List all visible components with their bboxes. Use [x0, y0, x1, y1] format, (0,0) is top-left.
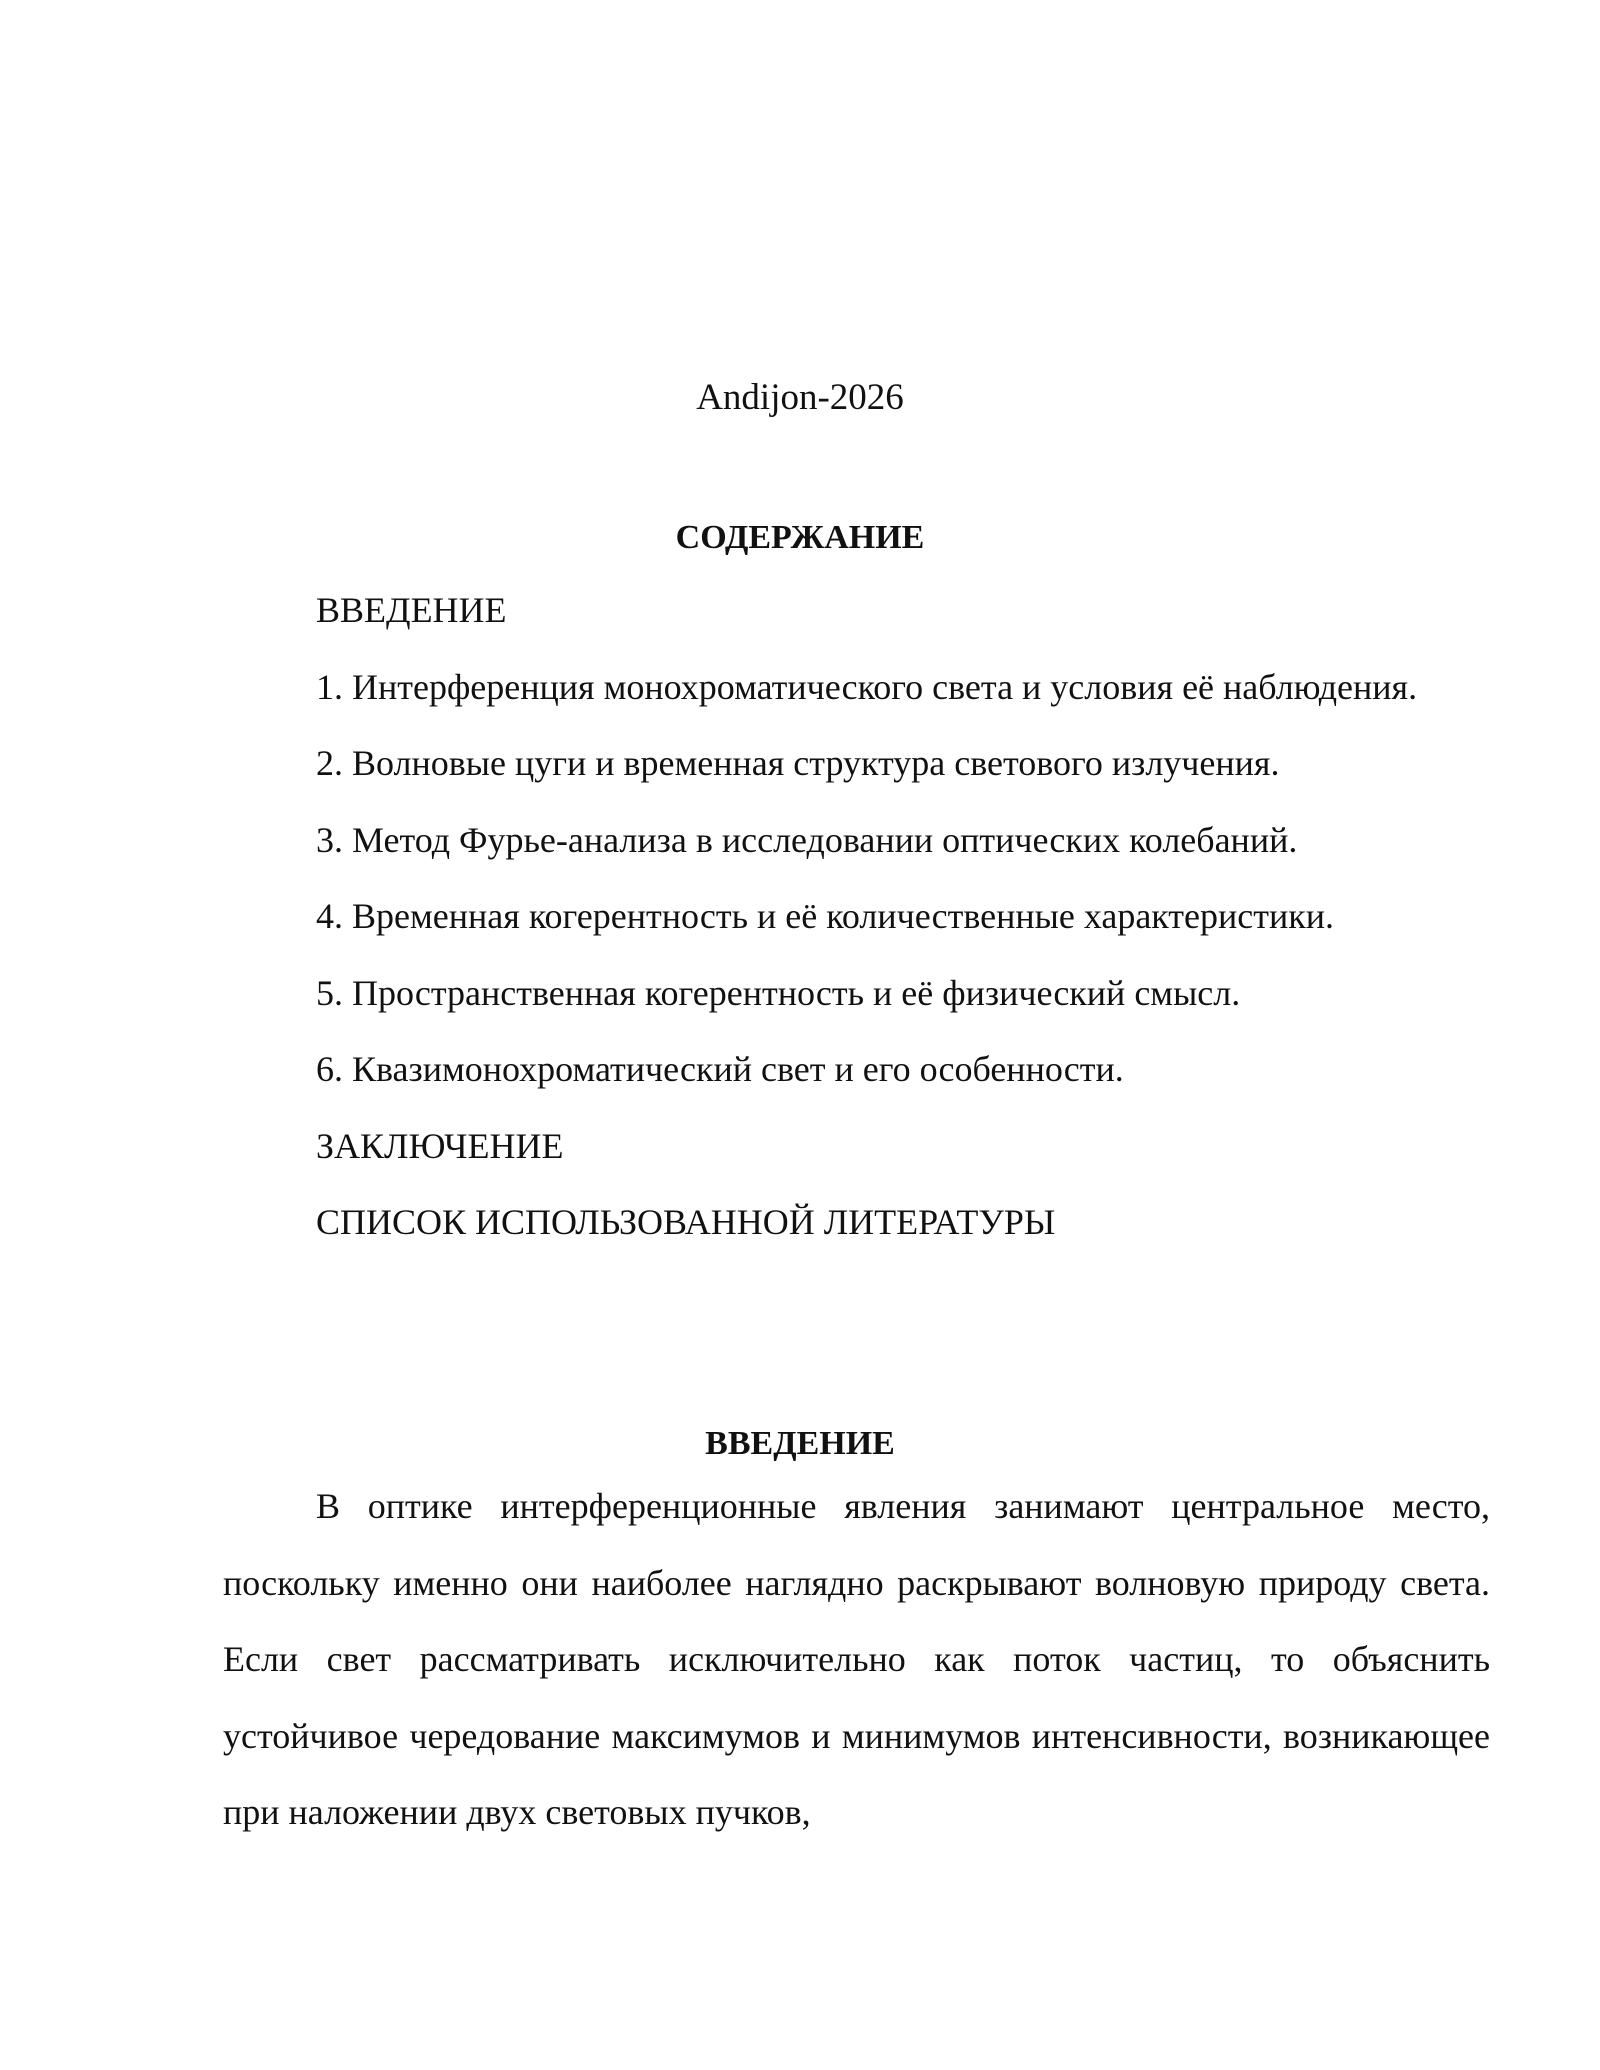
toc-title: СОДЕРЖАНИЕ — [675, 519, 925, 556]
intro-heading: ВВЕДЕНИЕ — [705, 1425, 895, 1462]
toc-item-references: СПИСОК ИСПОЛЬЗОВАННОЙ ЛИТЕРАТУРЫ — [316, 1202, 1056, 1242]
toc-item-conclusion: ЗАКЛЮЧЕНИЕ — [316, 1125, 564, 1166]
toc-item-1: 1. Интерференция монохроматического света и условия её наблюдения. — [316, 666, 1418, 707]
toc-item-4: 4. Временная когерентность и её количественные характеристики. — [316, 896, 1335, 936]
toc-item-introduction: ВВЕДЕНИЕ — [316, 590, 507, 630]
toc-item-6: 6. Квазимонохроматический свет и его особенности. — [316, 1049, 1124, 1089]
table-of-contents — [223, 572, 1490, 1261]
toc-item-5: 5. Пространственная когерентность и её физический смысл. — [316, 972, 1241, 1013]
intro-paragraph: В оптике интерференционные явления занимают центральное место, поскольку именно они наиболее наглядно раскрывают волновую природу света. Если свет рассматривать исключительно как поток частиц, то объяснить устойчивое чередование максимумов и минимумов интенсивности, возникающее при наложении двух световых пучков, — [223, 1486, 1490, 1832]
toc-item-2: 2. Волновые цуги и временная структура светового излучения. — [316, 743, 1280, 783]
city-year: Andijon-2026 — [696, 377, 904, 418]
toc-item-3: 3. Метод Фурье-анализа в исследовании оптических колебаний. — [316, 819, 1298, 860]
